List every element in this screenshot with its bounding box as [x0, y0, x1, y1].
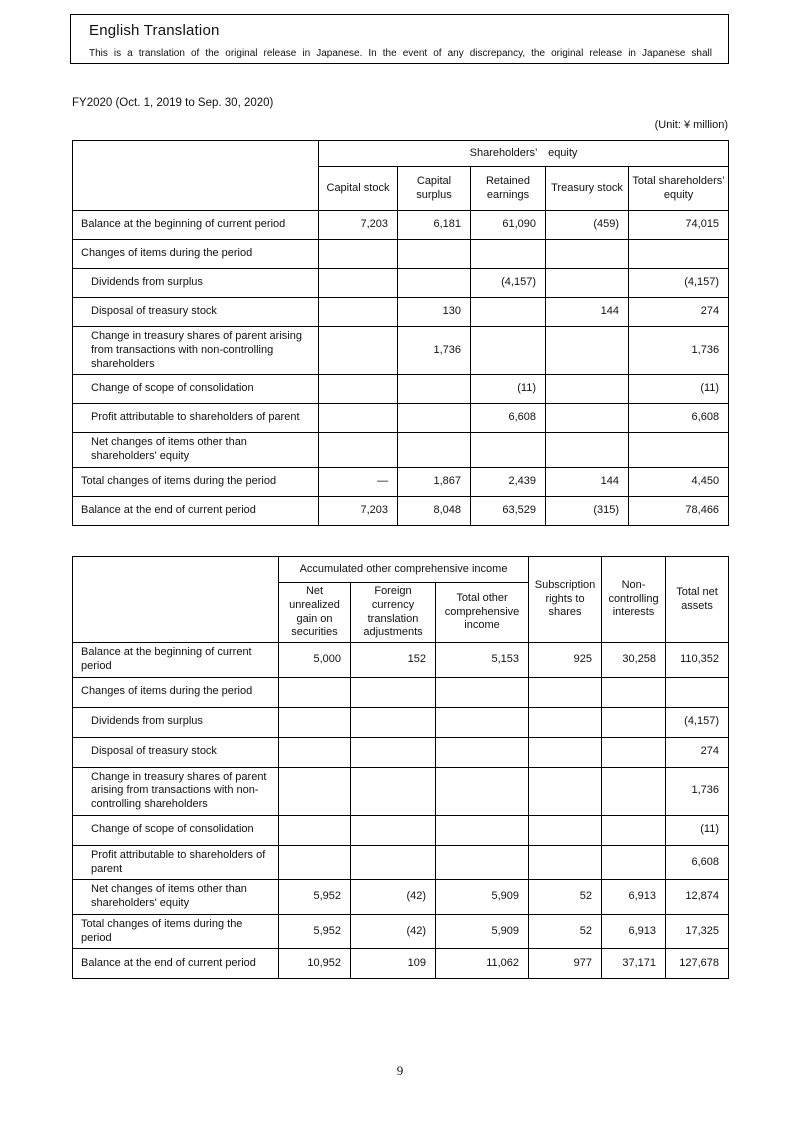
cell-value — [602, 815, 666, 845]
group-header-accumulated-oci: Accumulated other comprehensive income — [279, 557, 529, 583]
cell-value — [602, 767, 666, 815]
cell-value — [351, 845, 436, 880]
shareholders-equity-table — [72, 140, 729, 526]
cell-value: 52 — [529, 914, 602, 949]
col-header-non-controlling-interests: Non-controlling interests — [602, 557, 666, 643]
cell-value — [436, 845, 529, 880]
cell-value — [319, 433, 398, 468]
table-row — [73, 643, 729, 678]
cell-value — [319, 240, 398, 269]
col-header-capital-stock: Capital stock — [319, 167, 398, 211]
table-row — [73, 880, 729, 915]
row-label: Net changes of items other than shareholders' equity — [73, 433, 319, 468]
table-row — [73, 815, 729, 845]
col-header-foreign-currency-adjustments: Foreign currency translation adjustments — [351, 583, 436, 643]
cell-value: 61,090 — [471, 211, 546, 240]
table-row — [73, 707, 729, 737]
cell-value — [398, 269, 471, 298]
cell-value: 110,352 — [666, 643, 729, 678]
cell-value — [546, 404, 629, 433]
table-row — [73, 467, 729, 496]
page-number: 9 — [396, 1063, 404, 1078]
row-label: Profit attributable to shareholders of parent — [73, 845, 279, 880]
cell-value — [351, 707, 436, 737]
cell-value — [629, 240, 729, 269]
cell-value — [602, 737, 666, 767]
table-header-row — [73, 141, 729, 167]
table-row — [73, 269, 729, 298]
cell-value: 1,867 — [398, 467, 471, 496]
cell-value: 63,529 — [471, 496, 546, 525]
notice-disclaimer-text: This is a translation of the original release in Japanese. In the event of any discrepancy, the original release in Japanese shall — [89, 48, 712, 59]
cell-value: — — [319, 467, 398, 496]
cell-value: 127,678 — [666, 949, 729, 979]
table-body — [73, 643, 729, 979]
cell-value — [546, 327, 629, 375]
unit-label: (Unit: ¥ million) — [654, 119, 728, 131]
row-label: Dividends from surplus — [73, 707, 279, 737]
cell-value — [666, 677, 729, 707]
table-row — [73, 845, 729, 880]
row-label: Changes of items during the period — [73, 677, 279, 707]
cell-value — [398, 433, 471, 468]
cell-value: 5,952 — [279, 880, 351, 915]
cell-value — [279, 815, 351, 845]
cell-value — [319, 404, 398, 433]
table-row — [73, 767, 729, 815]
cell-value: 7,203 — [319, 496, 398, 525]
cell-value: 274 — [666, 737, 729, 767]
cell-value — [436, 737, 529, 767]
cell-value: 144 — [546, 298, 629, 327]
cell-value — [436, 767, 529, 815]
cell-value: 7,203 — [319, 211, 398, 240]
cell-value: 274 — [629, 298, 729, 327]
cell-value: 6,608 — [471, 404, 546, 433]
col-header-total-net-assets: Total net assets — [666, 557, 729, 643]
cell-value: (11) — [666, 815, 729, 845]
cell-value: 5,909 — [436, 914, 529, 949]
table-row — [73, 914, 729, 949]
cell-value: 5,909 — [436, 880, 529, 915]
table-header-row — [73, 557, 729, 583]
row-label: Dividends from surplus — [73, 269, 319, 298]
cell-value: 6,608 — [666, 845, 729, 880]
cell-value — [546, 433, 629, 468]
table-row — [73, 949, 729, 979]
table-row — [73, 677, 729, 707]
row-label: Change of scope of consolidation — [73, 375, 319, 404]
col-header-net-unrealized-gain: Net unrealized gain on securities — [279, 583, 351, 643]
cell-value: 1,736 — [666, 767, 729, 815]
cell-value — [602, 845, 666, 880]
row-label: Disposal of treasury stock — [73, 737, 279, 767]
cell-value: 4,450 — [629, 467, 729, 496]
col-header-subscription-rights: Subscription rights to shares — [529, 557, 602, 643]
cell-value: 152 — [351, 643, 436, 678]
cell-value: 6,181 — [398, 211, 471, 240]
cell-value — [351, 677, 436, 707]
cell-value — [529, 677, 602, 707]
cell-value — [279, 737, 351, 767]
row-label: Total changes of items during the period — [73, 914, 279, 949]
comprehensive-income-table — [72, 556, 729, 979]
table-row — [73, 737, 729, 767]
row-label: Changes of items during the period — [73, 240, 319, 269]
col-header-treasury-stock: Treasury stock — [546, 167, 629, 211]
cell-value: 11,062 — [436, 949, 529, 979]
table-body — [73, 211, 729, 526]
row-label: Profit attributable to shareholders of parent — [73, 404, 319, 433]
notice-title: English Translation — [89, 22, 220, 39]
cell-value: 6,608 — [629, 404, 729, 433]
cell-value: 5,153 — [436, 643, 529, 678]
cell-value: 17,325 — [666, 914, 729, 949]
table-row — [73, 327, 729, 375]
corner-cell — [73, 557, 279, 643]
table-row — [73, 375, 729, 404]
table-row — [73, 496, 729, 525]
cell-value: (4,157) — [471, 269, 546, 298]
table-row — [73, 404, 729, 433]
cell-value: (11) — [629, 375, 729, 404]
fiscal-period-label: FY2020 (Oct. 1, 2019 to Sep. 30, 2020) — [72, 97, 274, 109]
col-header-retained-earnings: Retained earnings — [471, 167, 546, 211]
cell-value: 78,466 — [629, 496, 729, 525]
row-label: Net changes of items other than shareholders' equity — [73, 880, 279, 915]
cell-value: (4,157) — [666, 707, 729, 737]
cell-value: (315) — [546, 496, 629, 525]
cell-value: (42) — [351, 914, 436, 949]
cell-value: 8,048 — [398, 496, 471, 525]
translation-notice-box — [70, 14, 729, 64]
cell-value: 109 — [351, 949, 436, 979]
cell-value — [319, 269, 398, 298]
cell-value — [546, 269, 629, 298]
corner-cell — [73, 141, 319, 211]
cell-value: 5,000 — [279, 643, 351, 678]
cell-value — [602, 707, 666, 737]
cell-value — [529, 707, 602, 737]
cell-value — [602, 677, 666, 707]
cell-value: (42) — [351, 880, 436, 915]
cell-value: (459) — [546, 211, 629, 240]
cell-value — [351, 737, 436, 767]
cell-value — [436, 677, 529, 707]
cell-value — [471, 433, 546, 468]
group-header-shareholders-equity: Shareholders’ equity — [319, 141, 729, 167]
cell-value — [546, 375, 629, 404]
cell-value: 1,736 — [398, 327, 471, 375]
table-row — [73, 240, 729, 269]
cell-value — [319, 298, 398, 327]
cell-value — [279, 767, 351, 815]
row-label: Balance at the beginning of current period — [73, 211, 319, 240]
cell-value — [279, 845, 351, 880]
table-row — [73, 433, 729, 468]
cell-value: 6,913 — [602, 914, 666, 949]
col-header-total-other-comprehensive-income: Total other comprehensive income — [436, 583, 529, 643]
cell-value — [319, 327, 398, 375]
cell-value — [471, 240, 546, 269]
cell-value — [436, 707, 529, 737]
cell-value — [398, 404, 471, 433]
cell-value — [529, 767, 602, 815]
cell-value — [319, 375, 398, 404]
cell-value — [351, 767, 436, 815]
cell-value: 5,952 — [279, 914, 351, 949]
col-header-capital-surplus: Capital surplus — [398, 167, 471, 211]
cell-value — [546, 240, 629, 269]
cell-value: 1,736 — [629, 327, 729, 375]
row-label: Change in treasury shares of parent arising from transactions with non-controlling shareholders — [73, 327, 319, 375]
cell-value: 2,439 — [471, 467, 546, 496]
row-label: Balance at the beginning of current period — [73, 643, 279, 678]
cell-value — [351, 815, 436, 845]
cell-value — [529, 845, 602, 880]
cell-value: 144 — [546, 467, 629, 496]
cell-value — [471, 327, 546, 375]
cell-value — [529, 815, 602, 845]
col-header-total-shareholders-equity: Total shareholders’ equity — [629, 167, 729, 211]
cell-value: (4,157) — [629, 269, 729, 298]
cell-value: 30,258 — [602, 643, 666, 678]
cell-value — [471, 298, 546, 327]
table-row — [73, 298, 729, 327]
cell-value — [436, 815, 529, 845]
cell-value: 37,171 — [602, 949, 666, 979]
cell-value: (11) — [471, 375, 546, 404]
row-label: Balance at the end of current period — [73, 496, 319, 525]
cell-value: 6,913 — [602, 880, 666, 915]
row-label: Total changes of items during the period — [73, 467, 319, 496]
cell-value — [279, 677, 351, 707]
row-label: Change of scope of consolidation — [73, 815, 279, 845]
cell-value: 74,015 — [629, 211, 729, 240]
row-label: Disposal of treasury stock — [73, 298, 319, 327]
cell-value: 977 — [529, 949, 602, 979]
row-label: Balance at the end of current period — [73, 949, 279, 979]
cell-value: 130 — [398, 298, 471, 327]
cell-value — [529, 737, 602, 767]
cell-value — [279, 707, 351, 737]
cell-value: 925 — [529, 643, 602, 678]
cell-value: 52 — [529, 880, 602, 915]
table-row — [73, 211, 729, 240]
cell-value — [398, 240, 471, 269]
row-label: Change in treasury shares of parent arising from transactions with non-controlling shareholders — [73, 767, 279, 815]
cell-value: 12,874 — [666, 880, 729, 915]
cell-value — [398, 375, 471, 404]
cell-value: 10,952 — [279, 949, 351, 979]
cell-value — [629, 433, 729, 468]
